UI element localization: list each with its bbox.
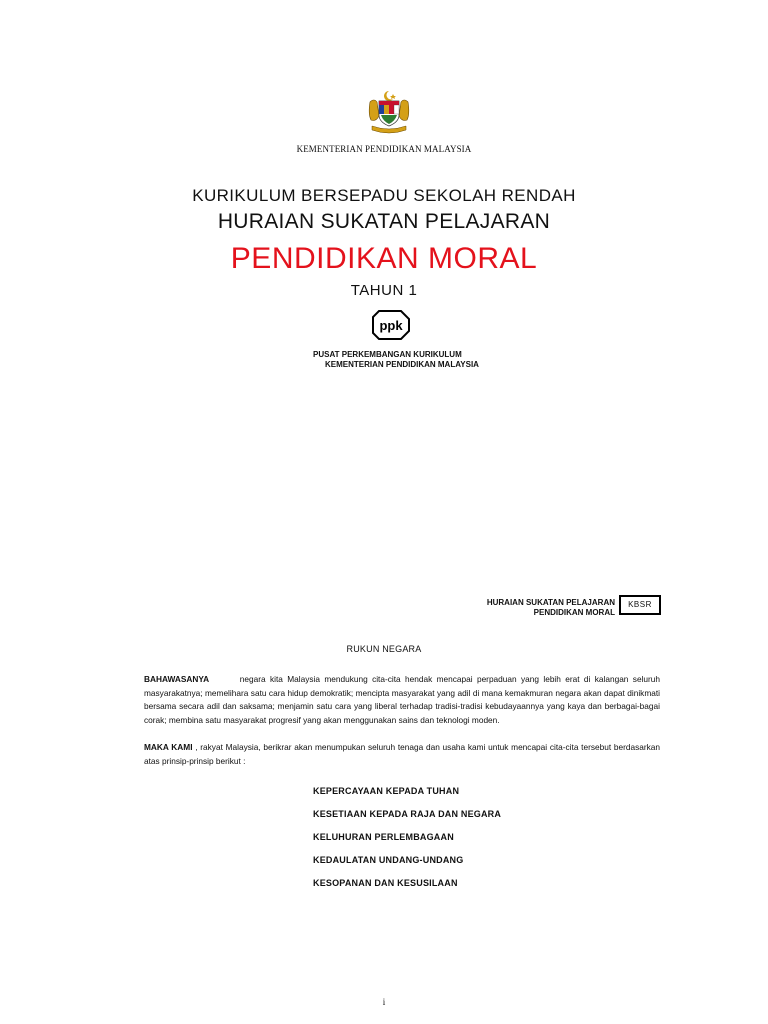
ppk-logo-icon <box>371 309 411 341</box>
page-header-line-1: HURAIAN SUKATAN PELAJARAN <box>486 598 615 607</box>
kbsr-badge: KBSR <box>619 595 661 615</box>
coat-of-arms-icon <box>366 88 412 134</box>
document-type-title: HURAIAN SUKATAN PELAJARAN <box>217 210 551 233</box>
ppk-logo-text: ppk <box>379 318 403 333</box>
year-label: TAHUN 1 <box>350 282 418 299</box>
preamble-body: negara kita Malaysia mendukung cita-cita hendak mencapai perpaduan yang lebih erat di kalangan seluruh masyarakatnya; memelihara satu cara hidup demokratik; mencipta masyarakat yang adil di mana kemakmuran negara akan dapat dinikmati bersama secara adil dan saksama; menjamin satu cara yang liberal terhadap tradisi-tradisi kebudayaannya yang kaya dan berbagai-bagai corak; membina satu masyarakat progresif yang akan menggunakan sains dan teknologi moden. <box>144 674 661 725</box>
principle-4: KEDAULATAN UNDANG-UNDANG <box>313 855 464 865</box>
ministry-name: KEMENTERIAN PENDIDIKAN MALAYSIA <box>296 144 472 154</box>
principle-1: KEPERCAYAAN KEPADA TUHAN <box>313 786 460 796</box>
publisher-line-2: KEMENTERIAN PENDIDIKAN MALAYSIA <box>325 360 479 369</box>
principle-5: KESOPANAN DAN KESUSILAAN <box>313 878 458 888</box>
page-number: i <box>382 997 386 1007</box>
pledge-paragraph <box>144 741 660 768</box>
rukun-negara-title: RUKUN NEGARA <box>346 644 422 654</box>
ppk-logo-shape <box>371 309 411 341</box>
subject-title: PENDIDIKAN MORAL <box>230 242 538 275</box>
curriculum-title: KURIKULUM BERSEPADU SEKOLAH RENDAH <box>192 186 576 205</box>
publisher-line-1: PUSAT PERKEMBANGAN KURIKULUM <box>313 350 462 359</box>
pledge-body: , rakyat Malaysia, berikrar akan menumpukan seluruh tenaga dan usaha kami untuk mencapai cita-cita tersebut berdasarkan atas prinsip-prinsip berikut : <box>144 742 660 766</box>
page-header-line-2: PENDIDIKAN MORAL <box>533 608 615 617</box>
preamble-lead: BAHAWASANYA <box>144 674 210 684</box>
principle-3: KELUHURAN PERLEMBAGAAN <box>313 832 454 842</box>
pledge-lead: MAKA KAMI <box>144 742 193 752</box>
preamble-paragraph <box>144 673 660 727</box>
principle-2: KESETIAAN KEPADA RAJA DAN NEGARA <box>313 809 502 819</box>
